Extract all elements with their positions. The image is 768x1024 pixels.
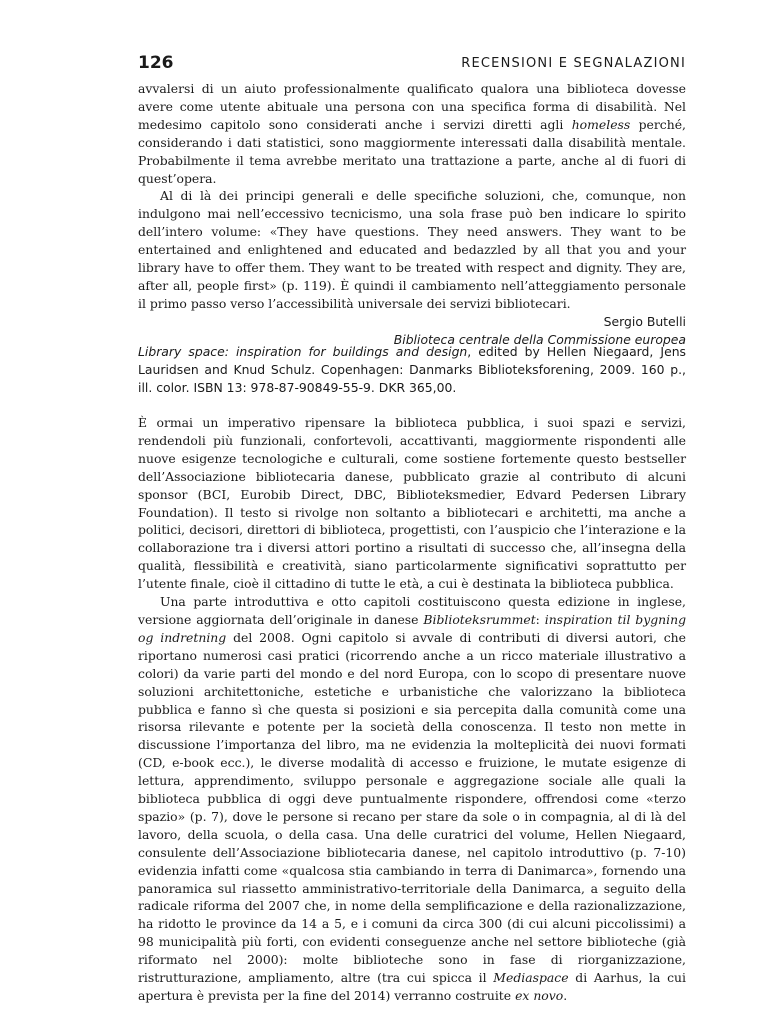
italic-term: homeless <box>571 116 631 132</box>
bibliographic-entry <box>138 343 686 397</box>
review-affiliation: Biblioteca centrale della Commissione europea <box>393 332 686 348</box>
italic-term: Mediaspace <box>493 970 569 986</box>
paragraph <box>138 80 686 187</box>
italic-term: Biblioteksrummet <box>423 611 536 627</box>
page-header <box>138 53 686 77</box>
paragraph <box>138 593 686 1005</box>
text-span: del 2008. Ogni capitolo si avvale di contributi di diversi autori, che riportano numerosi casi pratici (ricorrendo anche a un ricco materiale illustrativo a colori) da varie parti del mondo e del nord Europa, con lo scopo di presentare nuove soluzioni architettoniche, estetiche e urbanistiche che valorizzano la biblioteca pubblica e fanno sì che questa si posizioni e sia percepita dalla comunità come una risorsa rilevante e potente per la società della conoscenza. Il testo non mette in discussione l’importanza del libro, ma ne evidenzia la molteplicità dei nuovi formati (CD, e-book ecc.), le diverse modalità di accesso e fruizione, le mutate esigenze di lettura, apprendimento, sviluppo personale e aggregazione sociale alle quali la biblioteca pubblica di oggi deve puntualmente rispondere, offrendosi come «terzo spazio» (p. 7), dove le persone si recano per stare da sole o in compagnia, al di là del lavoro, della scuola, o della casa. Una delle curatrici del volume, Hellen Niegaard, consulente dell’Associazione bibliotecaria danese, nel capitolo introduttivo (p. 7-10) evidenzia infatti come «qualcosa stia cambiando in terra di Danimarca», fornendo una panoramica sul riassetto amministrativo-territoriale della Danimarca, a seguito della radicale riforma del 2007 che, in nome della semplificazione e della razionalizzazione, ha ridotto le province da 14 a 5, e i comuni da circa 300 (di cui alcuni piccolissimi) a 98 municipalità più forti, con evidenti conseguenze anche nel settore biblioteche (già riformato nel 2000): molte biblioteche sono in fase di riorganizzazione, ristrutturazione, ampliamento, altre (tra cui spicca il <box>138 629 686 986</box>
paragraph: Al di là dei principi generali e delle specifiche soluzioni, che, comunque, non indulgono mai nell’eccessivo tecnicismo, una sola frase può ben indicare lo spirito dell’intero volume: «They have questions. They need answers. They want to be entertained and enlightened and educated and bedazzled by all that you and your library have to offer them. They want to be treated with respect and dignity. They are, after all, people first» (p. 119). È quindi il cambiamento nell’atteggiamento personale il primo passo verso l’accessibilità universale dei servizi bibliotecari. <box>138 188 686 311</box>
text-span: perché, considerando i dati statistici, sono maggiormente interessati dalla disabilità mentale. Probabilmente il tema avrebbe meritato una trattazione a parte, anche al di fuori di quest’opera. <box>138 116 686 186</box>
text-span: . <box>563 988 568 1003</box>
review-body <box>138 414 686 1005</box>
review-continued <box>138 80 686 350</box>
bib-details: , edited by Hellen Niegaard, Jens Lauridsen and Knud Schulz. Copenhagen: Danmarks Biblioteksforening, 2009. 160 p., ill. color. ISBN 13: 978-87-90849-55-9. DKR 365,00. <box>138 344 687 395</box>
text-span: Una parte introduttiva e otto capitoli costituiscono questa edizione in inglese, versione aggiornata dell’originale in danese <box>138 594 686 627</box>
review-author: Sergio Butelli <box>603 313 686 329</box>
italic-term: inspiration til bygning og indretning <box>138 611 687 645</box>
page-number: 126 <box>138 53 174 73</box>
running-head: RECENSIONI E SEGNALAZIONI <box>461 56 686 71</box>
paragraph: È ormai un imperativo ripensare la biblioteca pubblica, i suoi spazi e servizi, rendendoli più funzionali, confortevoli, accattivanti, maggiormente rispondenti alle nuove esigenze tecnologiche e culturali, come sostiene fortemente questo bestseller dell’Associazione bibliotecaria danese, pubblicato grazie al contributo di alcuni sponsor (BCI, Eurobib Direct, DBC, Biblioteksmedier, Edvard Pedersen Library Foundation). Il testo si rivolge non soltanto a bibliotecari e architetti, ma anche a politici, decisori, direttori di biblioteca, progettisti, con l’auspicio che l’interazione e la collaborazione tra i diversi attori portino a risultati di successo che, all’insegna della qualità, flessibilità e creatività, siano particolarmente significativi soprattutto per l’utente finale, cioè il cittadino di tutte le età, a cui è destinata la biblioteca pubblica. <box>138 415 686 592</box>
italic-term: ex novo <box>515 988 564 1003</box>
text-span: : <box>535 611 545 627</box>
text-span: di Aarhus, la cui apertura è prevista per la fine del 2014) verranno costruite <box>138 970 686 1003</box>
book-title: Library space: inspiration for buildings and design <box>138 344 468 359</box>
text-span: avvalersi di un aiuto professionalmente qualificato qualora una biblioteca dovesse avere come utente abituale una persona con una specifica forma di disabilità. Nel medesimo capitolo sono considerati anche i servizi diretti agli <box>138 81 686 132</box>
